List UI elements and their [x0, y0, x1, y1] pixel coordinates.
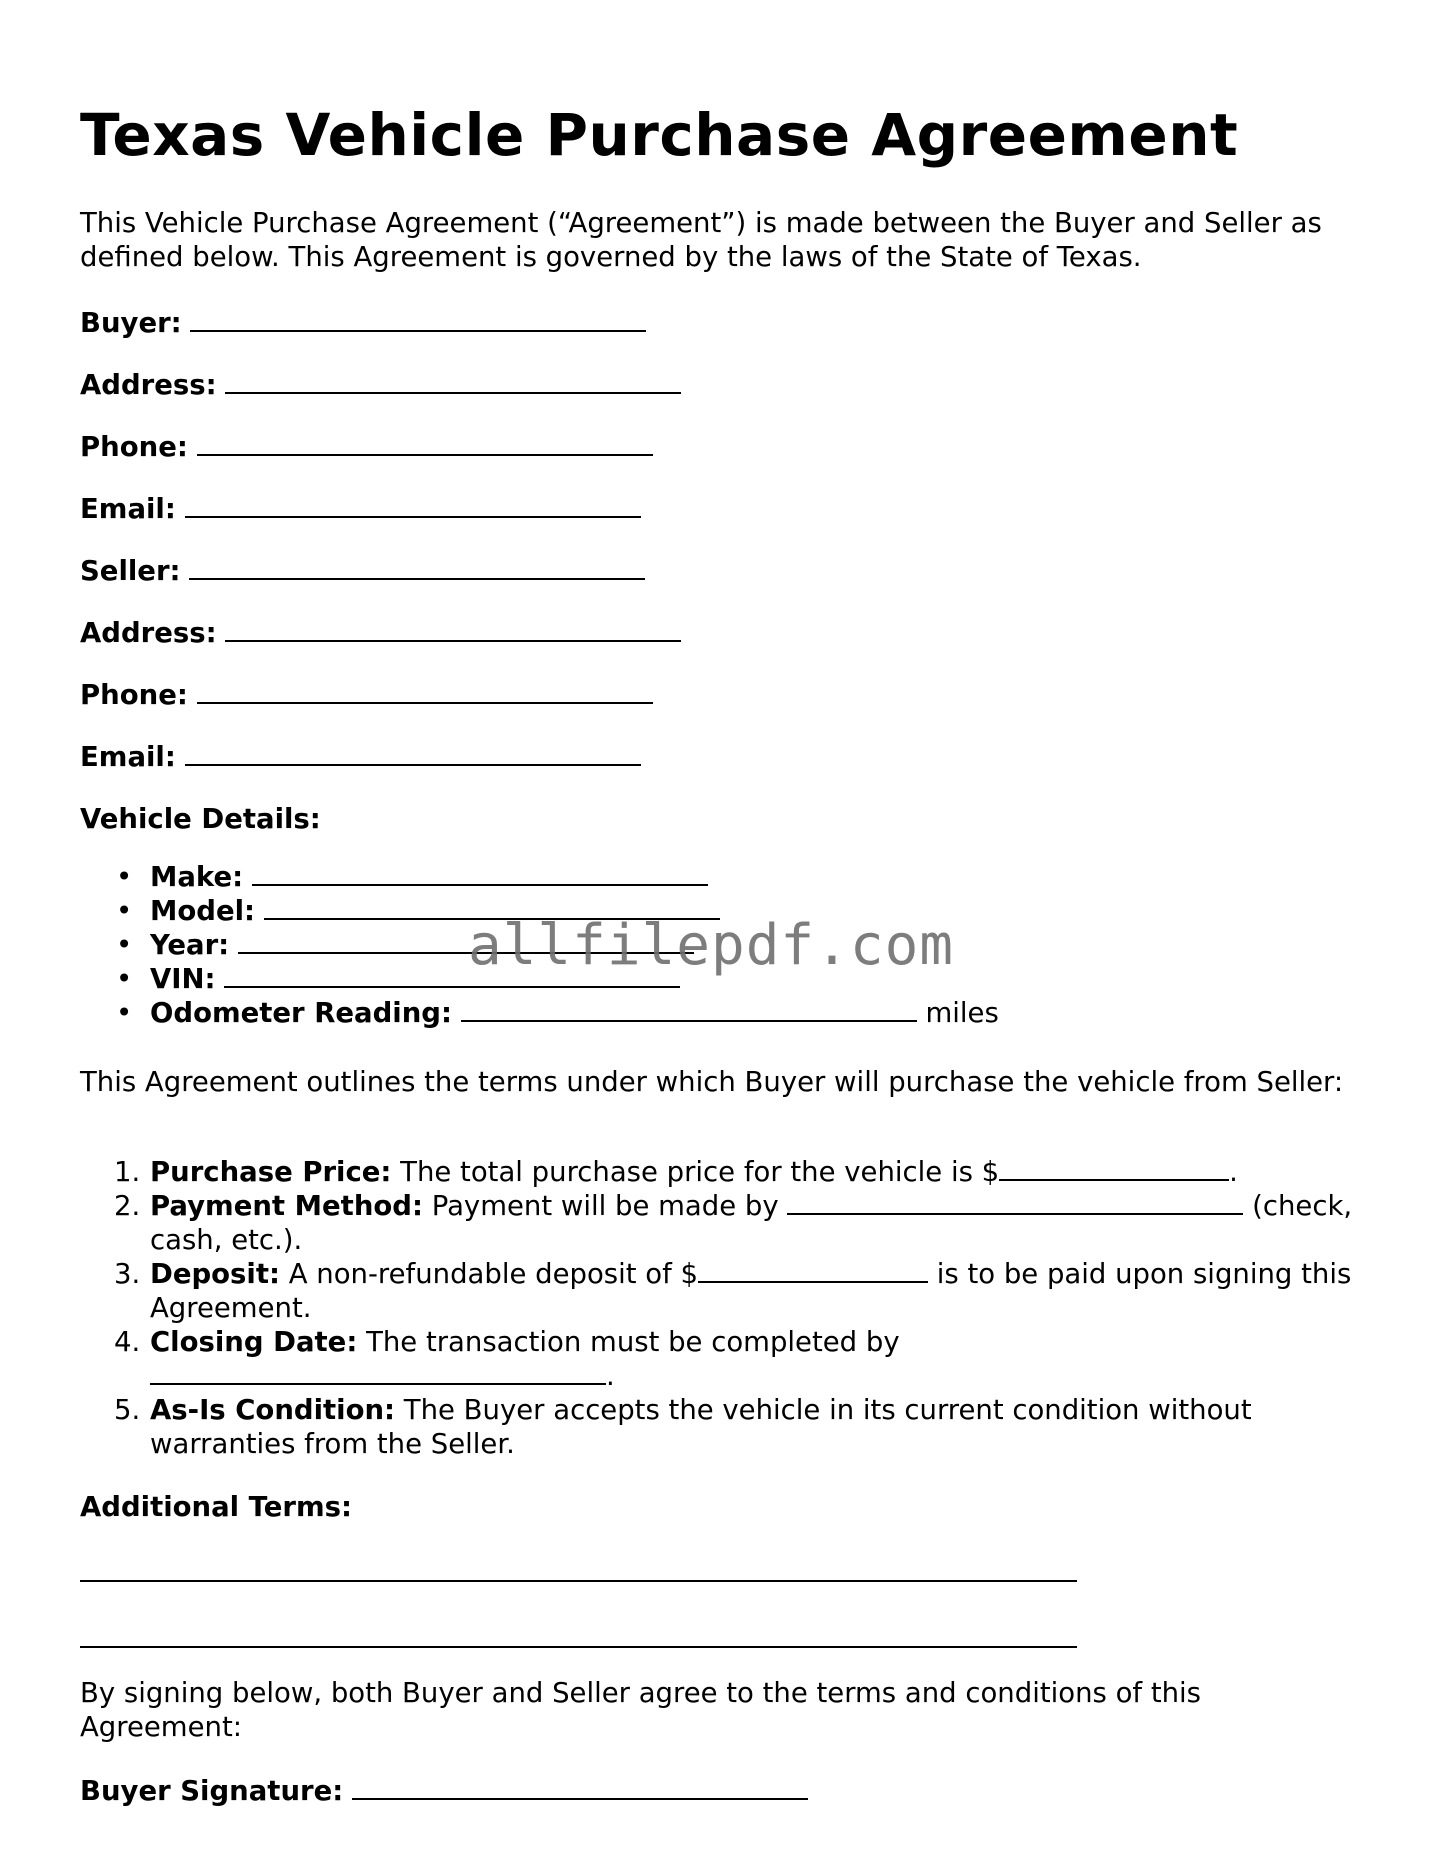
- term-label: Deposit:: [150, 1258, 280, 1290]
- buyer-name-field: [80, 306, 646, 340]
- term-number: 2.: [114, 1190, 141, 1222]
- additional-terms-line-1[interactable]: [80, 1580, 1077, 1582]
- buyer-email-field: [80, 492, 641, 526]
- seller-address-blank[interactable]: [225, 616, 681, 642]
- buyer-address-label: Address:: [80, 369, 217, 401]
- vehicle-model-label: Model:: [150, 895, 256, 927]
- buyer-email-label: Email:: [80, 493, 176, 525]
- buyer-signature-field: [80, 1774, 808, 1808]
- seller-email-label: Email:: [80, 741, 176, 773]
- vehicle-make-blank[interactable]: [252, 860, 708, 886]
- list-item: [150, 860, 999, 894]
- term-text: Payment will be made by: [431, 1190, 779, 1222]
- document-title: Texas Vehicle Purchase Agreement: [80, 101, 1239, 169]
- term-number: 3.: [114, 1258, 141, 1290]
- seller-name-blank[interactable]: [189, 554, 645, 580]
- buyer-address-field: [80, 368, 681, 402]
- term-number: 5.: [114, 1394, 141, 1426]
- term-suffix: is to be paid upon signing this Agreement.: [150, 1258, 1352, 1324]
- buyer-email-blank[interactable]: [185, 492, 641, 518]
- buyer-phone-blank[interactable]: [197, 430, 653, 456]
- seller-name-label: Seller:: [80, 555, 181, 587]
- term-text: A non-refundable deposit of $: [288, 1258, 699, 1290]
- list-item: [114, 1257, 1370, 1325]
- vehicle-details-heading: Vehicle Details:: [80, 803, 321, 835]
- term-number: 4.: [114, 1326, 141, 1358]
- term-text: The transaction must be completed by: [366, 1326, 900, 1358]
- seller-phone-label: Phone:: [80, 679, 188, 711]
- term-label: Closing Date:: [150, 1326, 358, 1358]
- odometer-label: Odometer Reading:: [150, 997, 452, 1029]
- vehicle-make-label: Make:: [150, 861, 244, 893]
- terms-intro: This Agreement outlines the terms under which Buyer will purchase the vehicle from Seller:: [80, 1066, 1344, 1098]
- term-text: The Buyer accepts the vehicle in its current condition without warranties from the Seller.: [150, 1394, 1252, 1460]
- seller-address-field: [80, 616, 681, 650]
- odometer-blank[interactable]: [461, 996, 917, 1022]
- buyer-phone-field: [80, 430, 653, 464]
- buyer-address-blank[interactable]: [225, 368, 681, 394]
- closing-date-blank[interactable]: [150, 1359, 606, 1385]
- term-label: Payment Method:: [150, 1190, 423, 1222]
- buyer-name-label: Buyer:: [80, 307, 182, 339]
- buyer-signature-blank[interactable]: [352, 1774, 808, 1800]
- additional-terms-line-2[interactable]: [80, 1646, 1077, 1648]
- signing-statement: By signing below, both Buyer and Seller agree to the terms and conditions of this Agreement:: [80, 1677, 1202, 1743]
- list-item: [114, 1189, 1370, 1257]
- seller-email-field: [80, 740, 641, 774]
- term-text: The total purchase price for the vehicle is $: [400, 1156, 1000, 1188]
- buyer-name-blank[interactable]: [190, 306, 646, 332]
- list-item: 1. Purchase Price: The total purchase price for the vehicle is $ .: [114, 1156, 1238, 1188]
- seller-phone-field: [80, 678, 653, 712]
- additional-terms-heading: Additional Terms:: [80, 1491, 353, 1523]
- vehicle-vin-label: VIN:: [150, 963, 216, 995]
- buyer-phone-label: Phone:: [80, 431, 188, 463]
- term-label: Purchase Price:: [150, 1156, 392, 1188]
- deposit-blank[interactable]: [698, 1257, 928, 1283]
- seller-address-label: Address:: [80, 617, 217, 649]
- terms-list: [114, 1155, 1370, 1461]
- watermark-text: allfilepdf.com: [468, 913, 955, 978]
- vehicle-year-label: Year:: [150, 929, 230, 961]
- term-suffix: (check, cash, etc.).: [150, 1190, 1353, 1256]
- odometer-unit: miles: [925, 997, 999, 1029]
- payment-method-blank[interactable]: [787, 1189, 1243, 1215]
- list-item: [114, 1393, 1370, 1461]
- buyer-signature-label: Buyer Signature:: [80, 1775, 344, 1807]
- intro-paragraph: This Vehicle Purchase Agreement (“Agreement”) is made between the Buyer and Seller as defined below. This Agreement is governed by the laws of the State of Texas.: [80, 207, 1322, 273]
- seller-email-blank[interactable]: [185, 740, 641, 766]
- seller-name-field: [80, 554, 645, 588]
- list-item: [150, 996, 999, 1030]
- term-label: As-Is Condition:: [150, 1394, 396, 1426]
- seller-phone-blank[interactable]: [197, 678, 653, 704]
- term-number: 1.: [114, 1156, 141, 1188]
- list-item: 4. Closing Date: The transaction must be completed by .: [114, 1326, 900, 1392]
- purchase-price-blank[interactable]: [999, 1155, 1229, 1181]
